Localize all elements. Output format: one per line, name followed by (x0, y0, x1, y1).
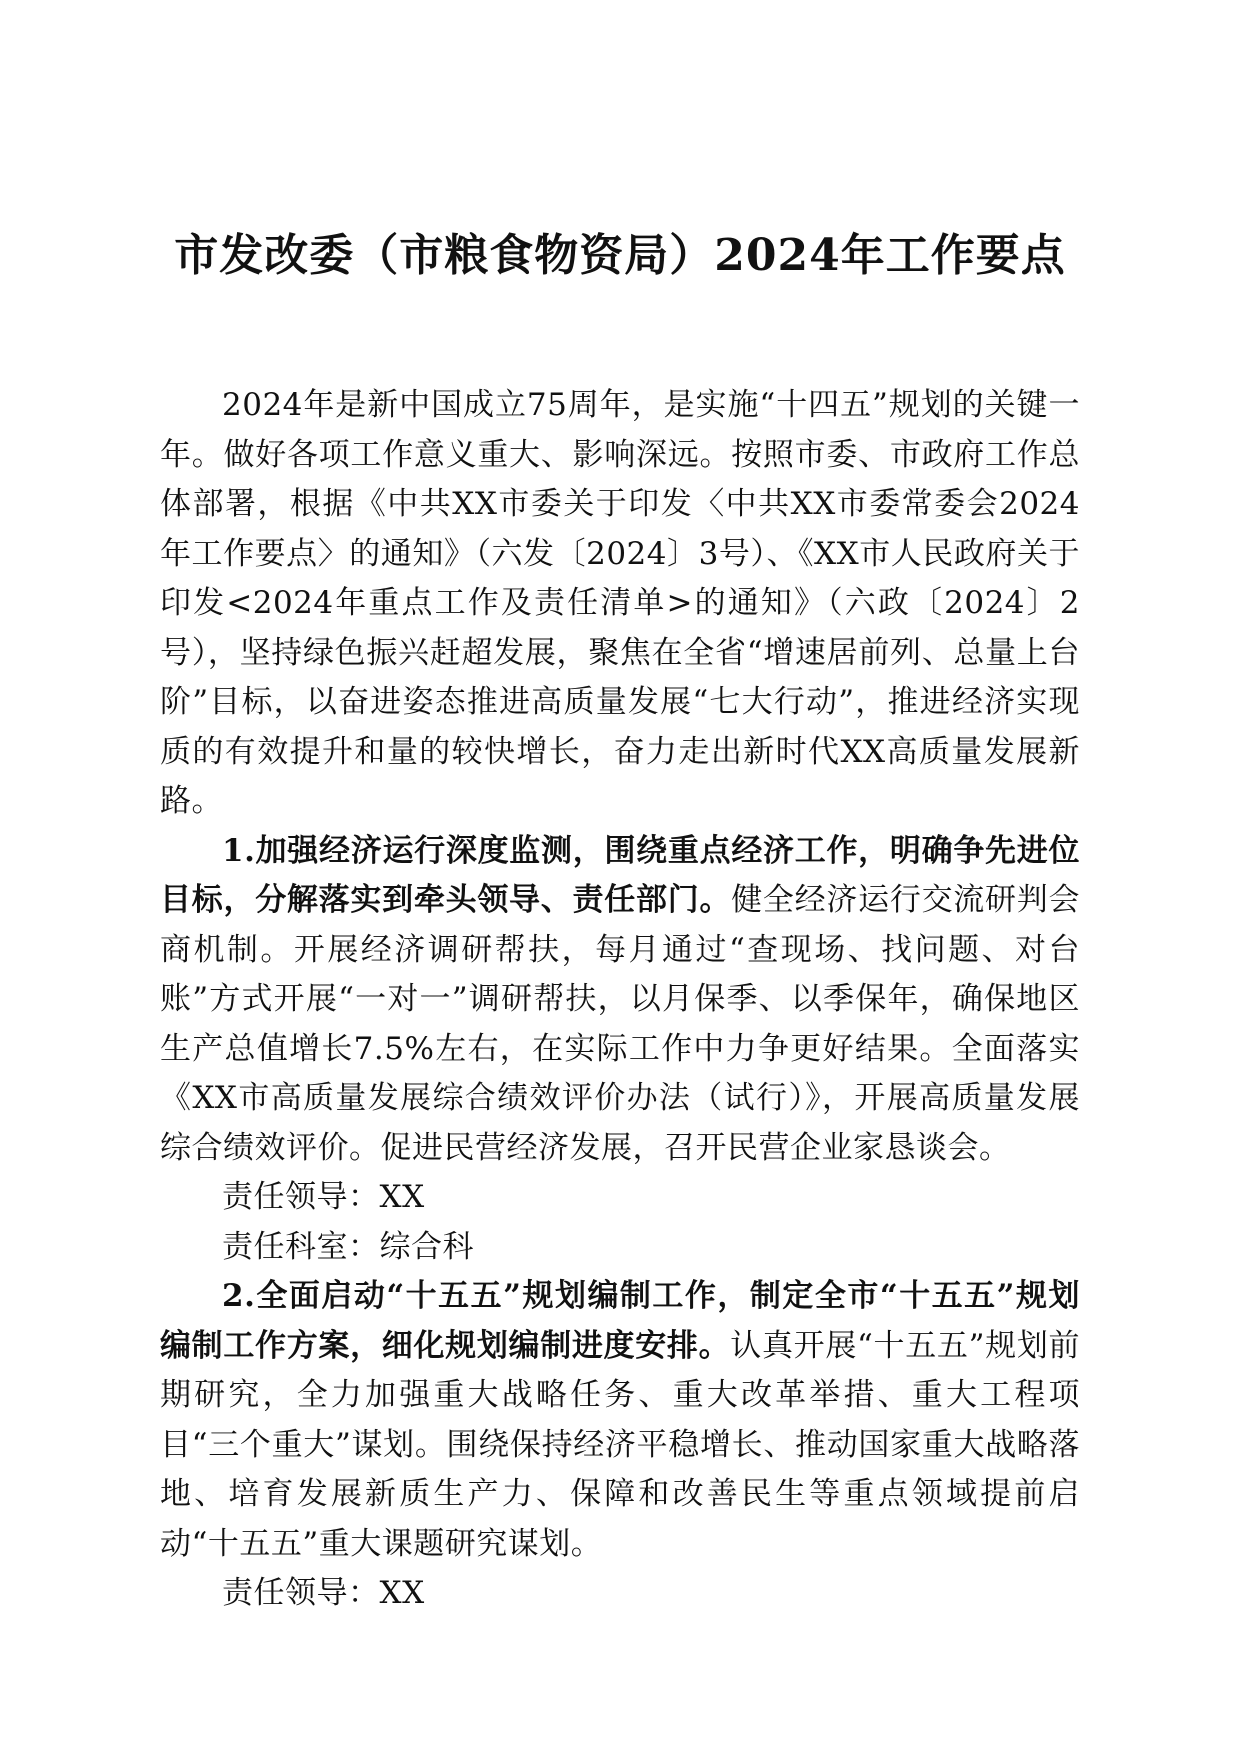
intro-paragraph: 2024年是新中国成立75周年，是实施“十四五”规划的关键一年。做好各项工作意义重大、影响深远。按照市委、市政府工作总体部署，根据《中共XX市委关于印发〈中共XX市委常委会2024年工作要点〉的通知》（六发〔2024〕3号）、《XX市人民政府关于印发<2024年重点工作及责任清单>的通知》（六政〔2024〕2号），坚持绿色振兴赶超发展，聚焦在全省“增速居前列、总量上台阶”目标，以奋进姿态推进高质量发展“七大行动”，推进经济实现质的有效提升和量的较快增长，奋力走出新时代XX高质量发展新路。 (160, 387, 1080, 819)
item-1-heading: 1.加强经济运行深度监测，围绕重点经济工作，明确争先进位目标，分解落实到牵头领导、责任部门。 (160, 832, 1080, 918)
item-2-leader: 责任领导：XX (222, 1575, 425, 1611)
item-2-paragraph (160, 1272, 1080, 1569)
item-1-office: 责任科室：综合科 (222, 1228, 474, 1265)
item-2-body: 认真开展“十五五”规划前期研究，全力加强重大战略任务、重大改革举措、重大工程项目“三个重大”谋划。围绕保持经济平稳增长、推动国家重大战略落地、培育发展新质生产力、保障和改善民生等重点领域提前启动“十五五”重大课题研究谋划。 (160, 1327, 1081, 1562)
item-1-body: 健全经济运行交流研判会商机制。开展经济调研帮扶，每月通过“查现场、找问题、对台账”方式开展“一对一”调研帮扶，以月保季、以季保年，确保地区生产总值增长7.5%左右，在实际工作中力争更好结果。全面落实《XX市高质量发展综合绩效评价办法（试行）》，开展高质量发展综合绩效评价。促进民营经济发展，召开民营企业家恳谈会。 (160, 882, 1081, 1166)
document-title: 市发改委（市粮食物资局）2024年工作要点 (174, 230, 1066, 281)
item-2-heading: 2.全面启动“十五五”规划编制工作，制定全市“十五五”规划编制工作方案，细化规划编制进度安排。 (160, 1278, 1080, 1364)
item-1-leader: 责任领导：XX (222, 1179, 425, 1215)
document-body (160, 381, 1080, 1619)
item-1-paragraph (160, 827, 1080, 1174)
